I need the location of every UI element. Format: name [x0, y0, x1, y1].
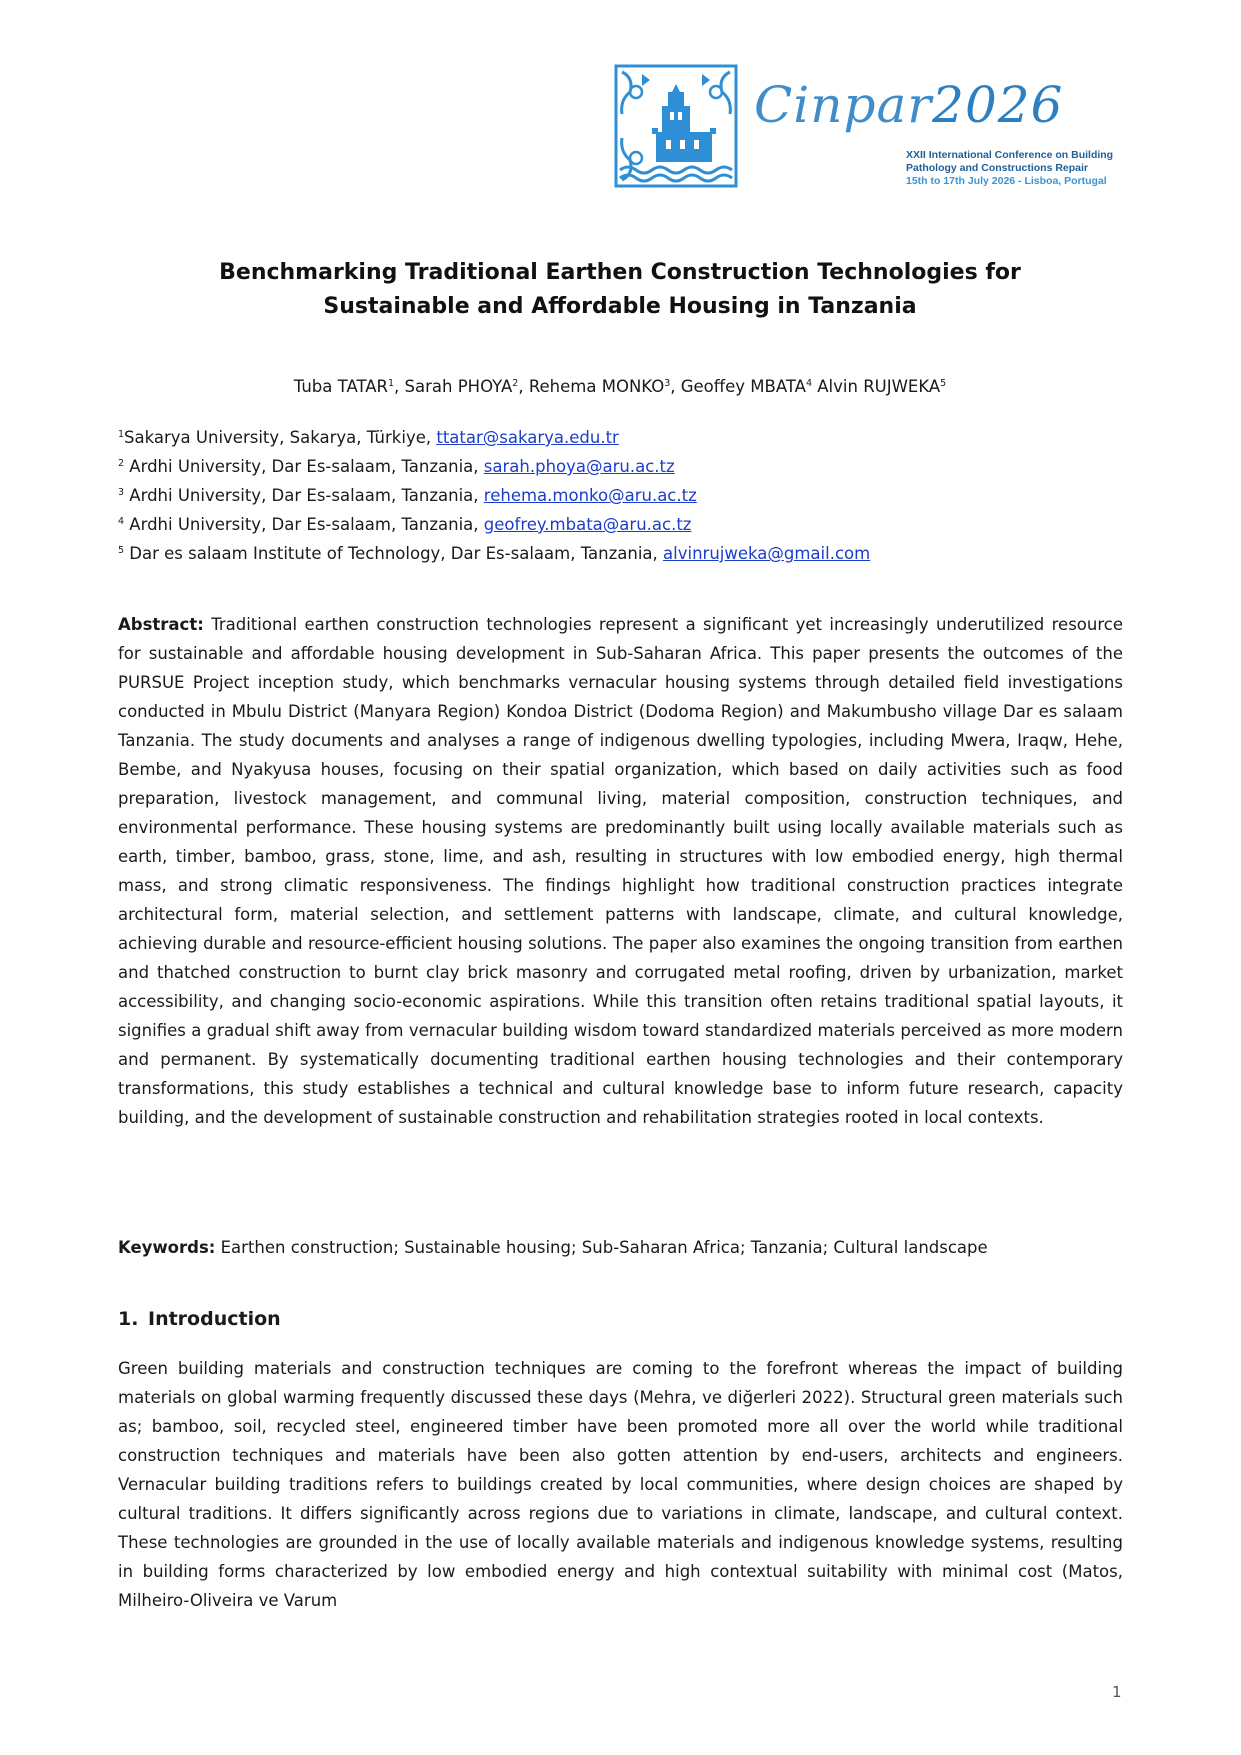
affiliation-mark: 2	[118, 458, 125, 469]
logo-wordmark	[754, 76, 1064, 134]
logo-wordmark-name: Cinpar	[754, 76, 933, 134]
author-mark: 1	[388, 378, 395, 389]
conference-logo	[612, 62, 1132, 197]
affiliation-mark: 3	[118, 487, 125, 498]
section-number: 1.	[118, 1308, 139, 1330]
logo-conference-dates: 15th to 17th July 2026 - Lisboa, Portugal	[906, 175, 1107, 187]
affiliation-mark: 1	[118, 429, 125, 440]
author-separator: ,	[518, 377, 529, 396]
affiliation-text: Dar es salaam Institute of Technology, Dar Es-salaam, Tanzania,	[124, 544, 664, 563]
email-link[interactable]: ttatar@sakarya.edu.tr	[436, 428, 619, 447]
email-link[interactable]: rehema.monko@aru.ac.tz	[483, 486, 697, 505]
author-mark: 5	[940, 378, 947, 389]
affiliation-mark: 5	[118, 545, 125, 556]
page-number: 1	[1112, 1683, 1122, 1701]
paper-title-line2: Sustainable and Affordable Housing in Tanzania	[323, 294, 917, 319]
author-name: Alvin RUJWEKA	[817, 377, 941, 396]
affiliation-3	[118, 484, 697, 508]
abstract-label: Abstract:	[118, 615, 204, 634]
author-mark: 3	[664, 378, 671, 389]
author-name: Sarah PHOYA	[404, 377, 513, 396]
author-separator: ,	[670, 377, 681, 396]
author-separator: ,	[394, 377, 405, 396]
abstract-paragraph	[118, 610, 1123, 1132]
keywords-line	[118, 1236, 988, 1260]
affiliation-5	[118, 542, 870, 566]
logo-conference-line2: Pathology and Constructions Repair	[906, 162, 1089, 174]
abstract-text: Traditional earthen construction technologies represent a significant yet increasingly underutilized resource for sustainable and affordable housing development in Sub-Saharan Africa. This paper presents the outcomes of the PURSUE Project inception study, which benchmarks vernacular housing systems through detailed field investigations conducted in Mbulu District (Manyara Region) Kondoa District (Dodoma Region) and Makumbusho village Dar es salaam Tanzania. The study documents and analyses a range of indigenous dwelling typologies, including Mwera, Iraqw, Hehe, Bembe, and Nyakyusa houses, focusing on their spatial organization, which based on daily activities such as food preparation, livestock management, and communal living, material composition, construction techniques, and environmental performance. These housing systems are predominantly built using locally available materials such as earth, timber, bamboo, grass, stone, lime, and ash, resulting in structures with low embodied energy, high thermal mass, and strong climatic responsiveness. The findings highlight how traditional construction practices integrate architectural form, material selection, and settlement patterns with landscape, climate, and cultural knowledge, achieving durable and resource-efficient housing solutions. The paper also examines the ongoing transition from earthen and thatched construction to burnt clay brick masonry and corrugated metal roofing, driven by urbanization, market accessibility, and changing socio-economic aspirations. While this transition often retains traditional spatial layouts, it signifies a gradual shift away from vernacular building wisdom toward standardized materials perceived as more modern and permanent. By systematically documenting traditional earthen housing technologies and their contemporary transformations, this study establishes a technical and cultural knowledge base to inform future research, capacity building, and the development of sustainable construction and rehabilitation strategies rooted in local contexts.	[118, 615, 1123, 1127]
affiliation-2	[118, 455, 675, 479]
email-link[interactable]: alvinrujweka@gmail.com	[663, 544, 871, 563]
author-name: Rehema MONKO	[528, 377, 665, 396]
keywords-text: Earthen construction; Sustainable housing; Sub-Saharan Africa; Tanzania; Cultural landscape	[215, 1238, 988, 1257]
affiliation-1	[118, 426, 619, 450]
affiliation-text: Ardhi University, Dar Es-salaam, Tanzania,	[124, 486, 484, 505]
author-list	[120, 375, 1120, 399]
author-mark: 2	[512, 378, 519, 389]
logo-conference-line1: XXII International Conference on Building	[906, 149, 1114, 161]
affiliation-text: Sakarya University, Sakarya, Türkiye,	[124, 428, 437, 447]
affiliation-mark: 4	[118, 516, 125, 527]
section-heading-introduction	[118, 1306, 281, 1332]
affiliation-4	[118, 513, 691, 537]
author-name: Geoffey MBATA	[680, 377, 806, 396]
affiliation-text: Ardhi University, Dar Es-salaam, Tanzania,	[124, 515, 484, 534]
paper-title-line1: Benchmarking Traditional Earthen Construction Technologies for	[219, 260, 1021, 285]
email-link[interactable]: sarah.phoya@aru.ac.tz	[483, 457, 675, 476]
keywords-label: Keywords:	[118, 1238, 216, 1257]
affiliation-text: Ardhi University, Dar Es-salaam, Tanzania,	[124, 457, 484, 476]
section-title: Introduction	[148, 1308, 281, 1330]
tower-of-belem-emblem-icon	[612, 62, 740, 190]
logo-wordmark-year: 2026	[932, 76, 1064, 134]
introduction-paragraph: Green building materials and construction techniques are coming to the forefront whereas the impact of building materials on global warming frequently discussed these days (Mehra, ve diğerleri 2022). Structural green materials such as; bamboo, soil, recycled steel, engineered timber have been promoted more all over the world while traditional construction techniques and materials have been also gotten attention by end-users, architects and engineers. Vernacular building traditions refers to buildings created by local communities, where design choices are shaped by cultural traditions. It differs significantly across regions due to variations in climate, landscape, and cultural context. These technologies are grounded in the use of locally available materials and indigenous knowledge systems, resulting in building forms characterized by low embodied energy and high contextual suitability with minimal cost (Matos, Milheiro-Oliveira ve Varum	[118, 1359, 1123, 1610]
author-name: Tuba TATAR	[293, 377, 388, 396]
email-link[interactable]: geofrey.mbata@aru.ac.tz	[483, 515, 692, 534]
author-mark: 4	[805, 378, 813, 389]
